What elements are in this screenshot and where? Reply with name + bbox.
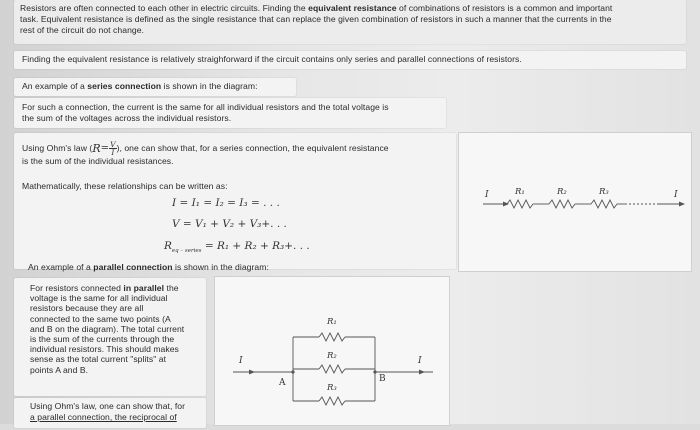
resistor-r3-symbol — [591, 200, 617, 208]
series-current-label-right: I — [674, 190, 678, 200]
equation-voltage: V = V₁ + V₂ + V₃+. . . — [172, 218, 287, 230]
node-b-label: B — [379, 374, 386, 384]
term-parallel-connection: parallel connection — [93, 262, 173, 272]
intro-line-1: Resistors are often connected to each other in electric circuits. Finding the equivalent resistance of combinations of resistors is a common and important — [20, 3, 613, 13]
intro-line-2: task. Equivalent resistance is defined as the single resistance that can replace the given combination of resistors in such a manner that the currents in the — [20, 14, 612, 24]
equation-resistance: $R_{eq - series} = R_1 + R_2 + R_3+$. . . — [164, 240, 310, 255]
parallel-desc-text: For resistors connected in parallel the voltage is the same for all individual resistors because they are all connected to the same two points (A and B on the diagram). The total current is the sum of the currents through the individual resistors. This should makes sense as the total current "splits" at points A and B. — [30, 283, 185, 375]
term-series-connection: series connection — [87, 81, 162, 91]
math-intro-text: Mathematically, these relationships can be written as: — [22, 181, 228, 191]
parallel-circuit-diagram — [215, 277, 449, 425]
parallel-r1-label: R₁ — [327, 317, 337, 327]
term-in-parallel: in parallel — [123, 283, 165, 293]
finding-text: Finding the equivalent resistance is relatively straighforward if the circuit contains only series and parallel connections of resistors. — [22, 54, 522, 64]
parallel-current-label-right: I — [418, 356, 422, 366]
intro-line-3: rest of the circuit do not change. — [20, 25, 144, 35]
intro-paragraph — [20, 3, 684, 36]
ohm-law-text: Using Ohm's law ( R = $\frac{V}{I}$ ), one can show that, for a series connection, the equivalent resistance is the sum of the individual resistances. — [22, 140, 389, 166]
parallel-current-arrow-right — [419, 370, 425, 375]
series-intro-card — [14, 78, 296, 96]
parallel-resistor-r1-symbol — [319, 333, 345, 341]
parallel-r2-label: R₂ — [327, 351, 337, 361]
parallel-desc-card — [14, 278, 206, 396]
parallel-r3-label: R₃ — [327, 383, 337, 393]
current-arrow-right — [679, 202, 685, 207]
parallel-current-label-left: I — [239, 356, 243, 366]
series-circuit-diagram — [459, 133, 691, 271]
ohm-fraction: $\frac{V}{I}$ — [110, 140, 116, 157]
ohm-law-card — [14, 133, 456, 269]
series-diagram-box — [458, 132, 692, 272]
node-a-label: A — [279, 378, 286, 388]
parallel-resistor-r3-symbol — [319, 397, 345, 405]
resistor-r2-symbol — [549, 200, 575, 208]
series-desc-card — [14, 98, 446, 128]
series-current-label-left: I — [485, 190, 489, 200]
node-a-dot — [291, 370, 294, 373]
intro-card — [14, 0, 686, 44]
parallel-diagram-box — [214, 276, 450, 426]
term-equivalent-resistance: equivalent resistance — [308, 3, 397, 13]
parallel-current-arrow-left — [249, 370, 255, 375]
series-r1-label: R₁ — [515, 187, 525, 197]
finding-card — [14, 51, 686, 69]
series-r3-label: R₃ — [599, 187, 609, 197]
equation-current: I = I₁ = I₂ = I₃ = . . . — [172, 197, 280, 209]
series-intro-text: An example of a series connection is shown in the diagram: — [22, 81, 258, 91]
ohm-formula-r: R — [92, 142, 101, 155]
node-b-dot — [373, 370, 376, 373]
parallel-ohm-text: Using Ohm's law, one can show that, for a parallel connection, the reciprocal of — [30, 401, 186, 422]
parallel-resistor-r2-symbol — [319, 365, 345, 373]
series-desc-text: For such a connection, the current is the same for all individual resistors and the total voltage is the sum of the voltages across the individual resistors. — [22, 102, 389, 123]
resistor-r1-symbol — [507, 200, 533, 208]
series-r2-label: R₂ — [557, 187, 567, 197]
parallel-intro-text: An example of a parallel connection is shown in the diagram: — [28, 262, 269, 272]
